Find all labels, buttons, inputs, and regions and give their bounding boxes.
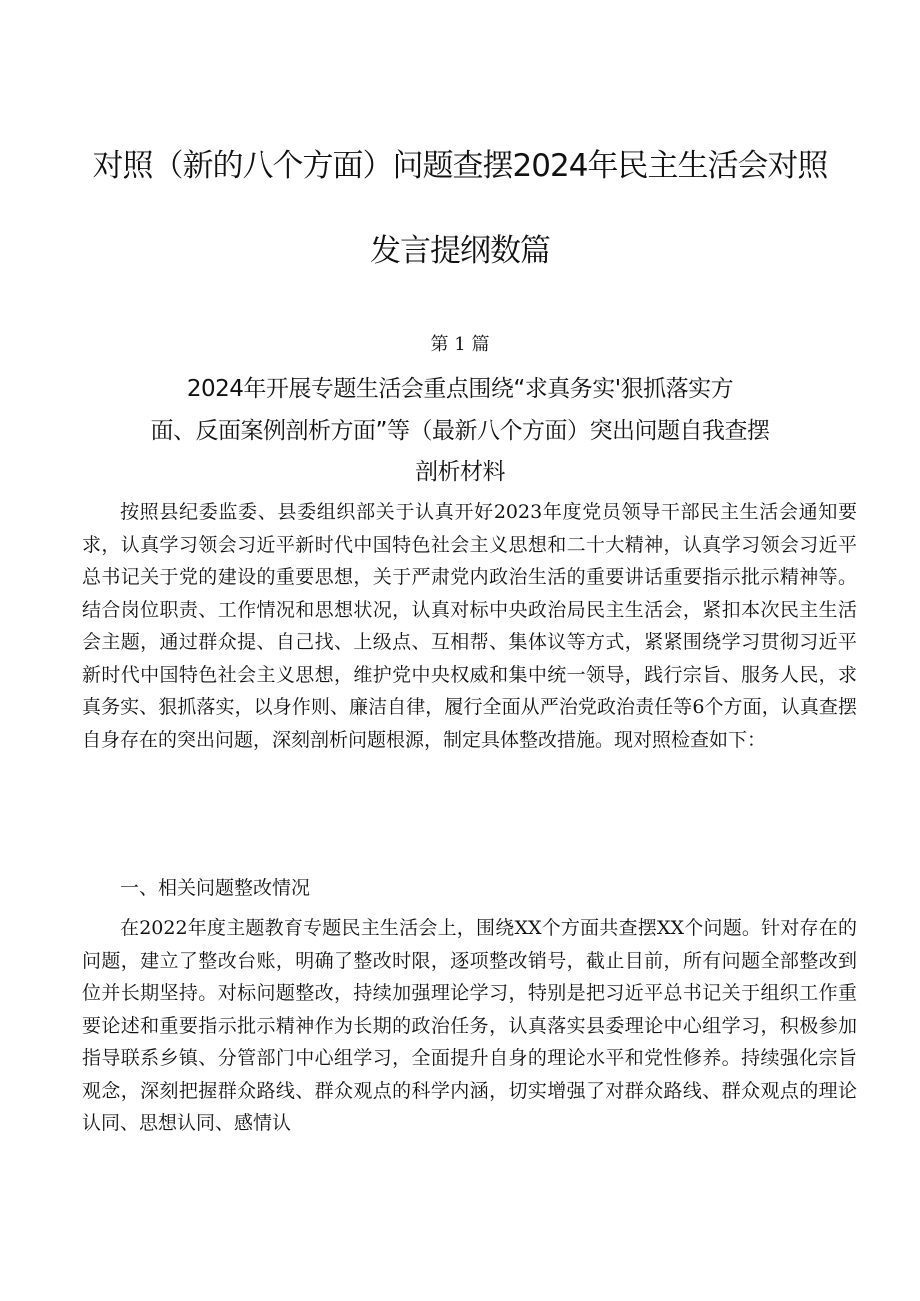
chapter-label: 第 1 篇 [430, 334, 490, 355]
document-title-line-2: 发言提纲数篇 [370, 233, 550, 269]
subtitle-line-2: 面、反面案例剖析方面”等（最新八个方面）突出问题自我查摆 [150, 418, 770, 444]
body-paragraph-rectification: 在2022年度主题教育专题民主生活会上，围绕XX个方面共查摆XX个问题。针对存在的问题，建立了整改台账，明确了整改时限，逐项整改销号，截止目前，所有问题全部整改到位并长期坚持。对标问题整改，持续加强理论学习，特别是把习近平总书记关于组织工作重要论述和重要指示批示精神作为长期的政治任务，认真落实县委理论中心组学习，积极参加指导联系乡镇、分管部门中心组学习，全面提升自身的理论水平和党性修养。持续强化宗旨观念，深刻把握群众路线、群众观点的科学内涵，切实增强了对群众路线、群众观点的理论认同、思想认同、感情认 [82, 917, 857, 1134]
subtitle-line-1: 2024年开展专题生活会重点围绕“求真务实'狠抓落实方 [186, 376, 734, 402]
document-title-line-1: 对照（新的八个方面）问题查摆2024年民主生活会对照 [92, 148, 828, 184]
subtitle-line-3: 剖析材料 [415, 459, 505, 485]
section-heading: 一、相关问题整改情况 [120, 877, 311, 899]
body-paragraph-intro: 按照县纪委监委、县委组织部关于认真开好2023年度党员领导干部民主生活会通知要求，认真学习领会习近平新时代中国特色社会主义思想和二十大精神，认真学习领会习近平总书记关于党的建设的重要思想，关于严肃党内政治生活的重要讲话重要指示批示精神等。结合岗位职责、工作情况和思想状况，认真对标中央政治局民主生活会，紧扣本次民主生活会主题，通过群众提、自己找、上级点、互相帮、集体议等方式，紧紧围绕学习贯彻习近平新时代中国特色社会主义思想，维护党中央权威和集中统一领导，践行宗旨、服务人民，求真务实、狠抓落实，以身作则、廉洁自律，履行全面从严治党政治责任等6个方面，认真查摆自身存在的突出问题，深刻剖析问题根源，制定具体整改措施。现对照检查如下： [82, 501, 857, 751]
